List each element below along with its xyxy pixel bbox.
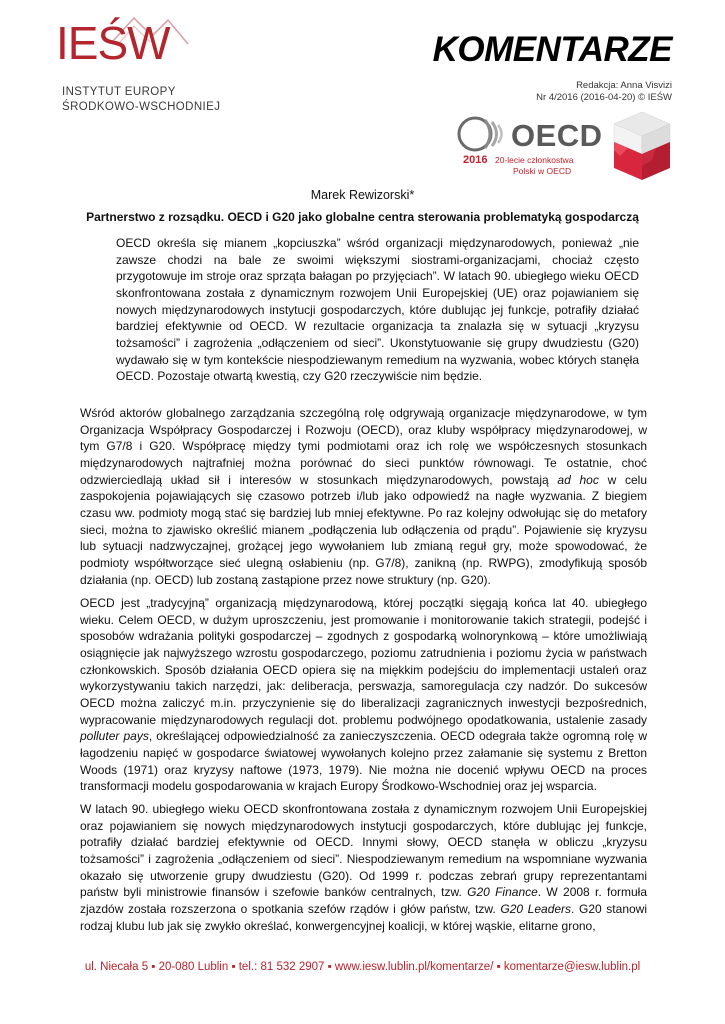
article-abstract: OECD określa się mianem „kopciuszka” wśród organizacji międzynarodowych, ponieważ „nie zawsze chodzi na bale ze swoimi większymi siostrami-organizacjami, chociaż często przygotowuje im stroje oraz sprząta bałagan po przyjęciach”. W latach 90. ubiegłego wieku OECD skonfrontowana została z dynamicznym rozwojem Unii Europejskiej (UE) oraz pojawianiem się nowych międzynarodowych instytucji gospodarczych, które dublując jej funkcje, potrafiły działać bardziej efektywnie od OECD. W rezultacie organizacja ta znalazła się w sytuacji „kryzysu tożsamości” i zagrożenia „odłączeniem od sieci”. Ukonstytuowanie się grupy dwudziestu (G20) wydawało się w tym kontekście niespodziewanym remedium na wyzwania, wobec których stanęła OECD. Pozostaje otwartą kwestią, czy G20 rzeczywiście nim będzie. (116, 236, 639, 384)
badge-line-2: Polski w OECD (513, 166, 572, 176)
italic-term: polluter pays (80, 729, 149, 744)
italic-term: ad hoc (557, 472, 599, 487)
article-author: Marek Rewizorski* (310, 188, 415, 202)
footer-contact: ul. Niecała 5 ▪ 20-080 Lublin ▪ tel.: 81 532 2907 ▪ www.iesw.lublin.pl/komentarze/ ▪ komentarze@iesw.lublin.pl (84, 961, 641, 973)
italic-term: G20 Finance (467, 885, 538, 900)
paragraph-text: w celu zaspokojenia pojawiających się czasowo potrzeb i/lub jako odpowiedź na nagłe wyzwania. Z biegiem czasu ww. podmioty mogą stać się bardziej lub mniej efektywne. Po raz kolejny odwołując się do metafory sieci, można to zjawisko określić mianem „podłączenia lub odłączenia od prądu”. Pojawienie się kryzysu lub sytuacji nadzwyczajnej, grożącej jego wywołaniem lub zmianą reguł gry, może spowodować, że podmioty współtworzące sieć ulegną osłabieniu (np. G7/8), zanikną (np. RWPG), zmodyfikują sposób działania (np. OECD) lub zostaną zastąpione przez nowe struktury (np. G20). (80, 472, 647, 587)
paragraph-text: . G20 stanowi rodzaj klubu lub jak się zwykło określać, konwergencyjnej koalicji, w której wąskie, elitarne grono, (80, 901, 647, 933)
polish-flag-cube-icon (612, 110, 672, 182)
badge-year: 2016 (463, 154, 488, 166)
paragraph-text: , określającej odpowiedzialność za zanieczyszczenia. OECD odegrała także ogromną rolę w łagodzeniu napięć w gospodarce światowej wywołanych kolejno przez załamanie się systemu z Bretton Woods (1971) oraz kryzysy naftowe (1973, 1979). Nie można nie docenić wpływu OECD na proces transformacji modelu gospodarowania w krajach Europy Środkowo-Wschodniej oraz jej wsparcia. (80, 729, 647, 794)
paragraph-text: OECD jest „tradycyjną” organizacją międzynarodową, której początki sięgają końca lat 40. ubiegłego wieku. Celem OECD, w dużym uproszczeniu, jest promowanie i monitorowanie takich strategii, podejść i sposobów wdrażania polityki gospodarczej – zgodnych z gospodarką wolnorynkową – które umożliwiają osiągnięcie jak najwyższego wzrostu gospodarczego, poziomu zatrudnienia i poziomu życia w państwach członkowskich. Sposób działania OECD opiera się na miękkim podejściu do implementacji ustaleń oraz wykorzystywaniu takich narzędzi, jak: deliberacja, perswazja, samoregulacja czy nadzór. Do sukcesów OECD można zaliczyć m.in. przyczynienie się do liberalizacji zagranicznych inwestycji bezpośrednich, wypracowanie międzynarodowych regulacji dot. problemu podwójnego opodatkowania, ustalenie zasady (80, 596, 647, 727)
badge-line-1: 20-lecie członkostwa (495, 155, 574, 165)
paragraph-text: W latach 90. ubiegłego wieku OECD skonfrontowana została z dynamicznym rozwojem Unii Europejskiej oraz pojawianiem się nowych międzynarodowych instytucji gospodarczych, które dublując jej funkcje, potrafiły działać bardziej efektywnie od OECD. Innymi słowy, OECD stanęła w obliczu „kryzysu tożsamości” i zagrożenia „odłączeniem od sieci”. Niespodziewanym remedium na wspomniane wyzwania okazało się utworzenie grupy dwudziestu (G20). Od 1999 r. podczas zebrań grupy reprezentantami państw byli ministrowie finansów i szefowie banków centralnych, tzw. (80, 802, 647, 900)
oecd-wordmark: OECD (511, 118, 603, 153)
editor-line: Redakcja: Anna Visvizi (576, 80, 672, 91)
institute-logo (56, 14, 221, 114)
logo-wordmark: IEŚW (56, 17, 170, 69)
article-title: Partnerstwo z rozsądku. OECD i G20 jako globalne centra sterowania problematyką gospodarczą (86, 210, 639, 224)
series-title: KOMENTARZE (432, 30, 672, 69)
logo-line-1: INSTYTUT EUROPY (62, 86, 176, 98)
body-paragraph-1 (80, 405, 647, 588)
oecd-logo-icon (455, 114, 507, 154)
paragraph-text: Wśród aktorów globalnego zarządzania szczególną rolę odgrywają organizacje międzynarodowe, w tym Organizacja Współpracy Gospodarczej i Rozwoju (OECD), oraz kluby współpracy międzynarodowej, w tym G7/8 i G20. Współpracę między tymi podmiotami oraz ich rolę we współczesnych stosunkach międzynarodowych najtrafniej można porównać do sieci punktów równowagi. Te ostatnie, choć odzwierciedlają układ sił i interesów w stosunkach międzynarodowych, powstają (80, 406, 647, 487)
body-paragraph-2 (80, 595, 647, 795)
paragraph-text: . W 2008 r. formuła zjazdów została rozszerzona o spotkania szefów rządów i głów państw, tzw. (80, 885, 648, 916)
issue-line: Nr 4/2016 (2016-04-20) © IEŚW (536, 92, 672, 103)
logo-line-2: ŚRODKOWO-WSCHODNIEJ (62, 101, 221, 113)
body-paragraph-3 (80, 801, 647, 934)
italic-term: G20 Leaders (500, 901, 572, 916)
